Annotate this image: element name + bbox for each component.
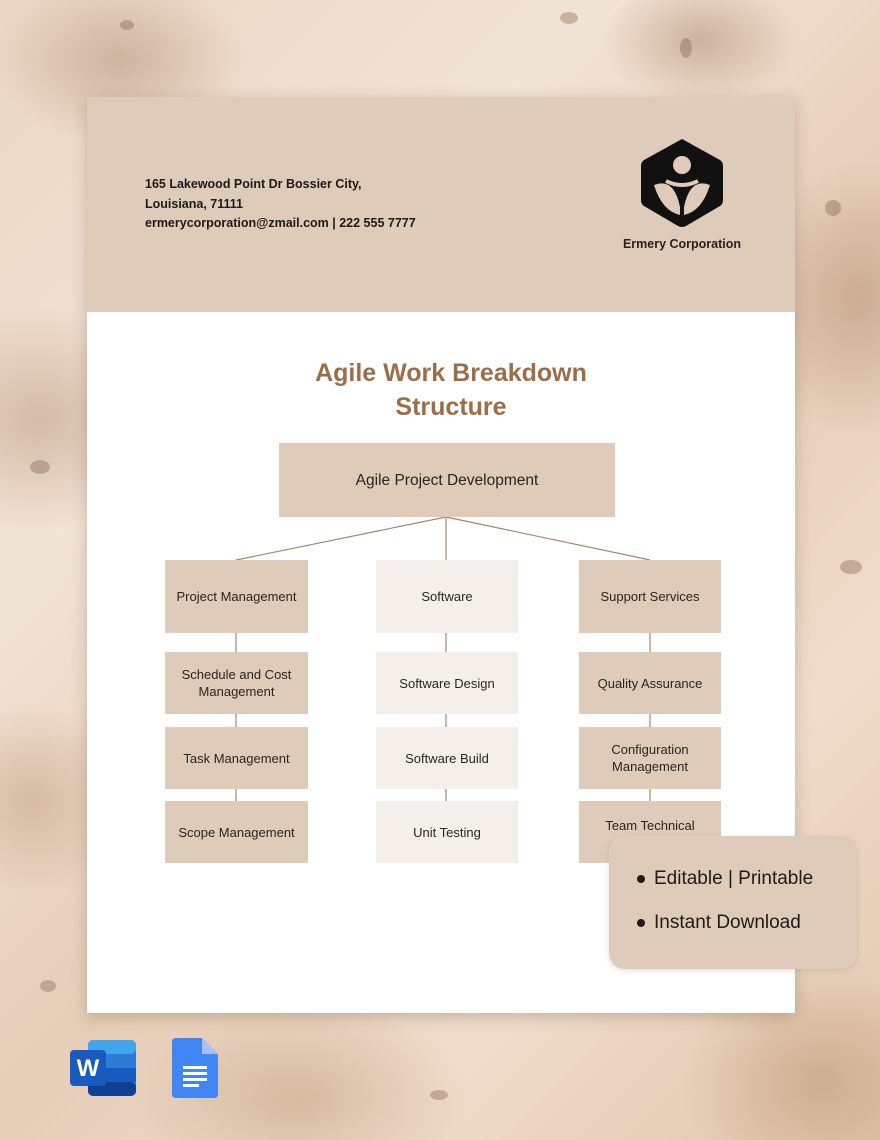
wbs-node-support-services: Support Services [579, 560, 721, 633]
wbs-node: Software Design [376, 652, 518, 714]
company-name: Ermery Corporation [622, 237, 742, 251]
wbs-node-software: Software [376, 560, 518, 633]
wbs-node: Unit Testing [376, 801, 518, 863]
wbs-node: Task Management [165, 727, 308, 789]
feature-label: Instant Download [654, 912, 801, 933]
address-line: 165 Lakewood Point Dr Bossier City, [145, 177, 362, 191]
microsoft-word-icon[interactable] [70, 1038, 138, 1098]
connector-line [446, 517, 650, 560]
feature-item [637, 868, 813, 890]
wbs-node: Configuration Management [579, 727, 721, 789]
word-letter: W [76, 1055, 100, 1082]
wbs-node: Schedule and Cost Management [165, 652, 308, 714]
feature-item [637, 912, 801, 934]
wbs-root-node: Agile Project Development [279, 443, 615, 517]
wbs-node-project-management: Project Management [165, 560, 308, 633]
wbs-node: Quality Assurance [579, 652, 721, 714]
address-line: Louisiana, 71111 [145, 196, 243, 211]
feature-label: Editable | Printable [654, 868, 814, 889]
connector-line [236, 517, 446, 560]
wbs-node: Team Technical [579, 801, 721, 863]
bullet-icon [637, 875, 645, 883]
google-docs-icon[interactable] [172, 1038, 218, 1098]
bullet-icon [637, 919, 645, 927]
feature-badge [609, 836, 857, 969]
contact-line: ermerycorporation@zmail.com | 222 555 7777 [145, 216, 416, 230]
wbs-node: Software Build [376, 727, 518, 789]
title-line: Structure [395, 393, 507, 421]
wbs-node: Scope Management [165, 801, 308, 863]
title-line: Agile Work Breakdown [315, 359, 587, 387]
